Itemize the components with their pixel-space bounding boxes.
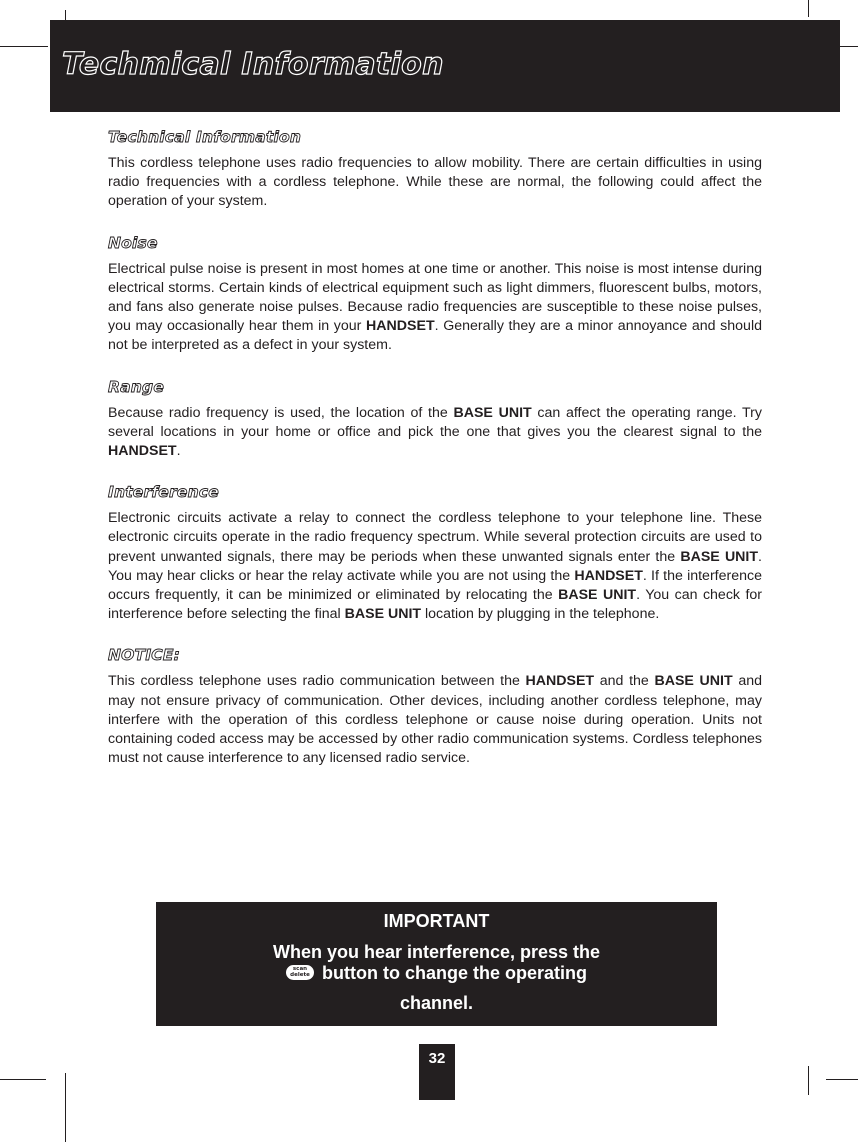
important-text-line: scan delete button to change the operating bbox=[156, 963, 717, 984]
section-text: Electronic circuits activate a relay to connect the cordless telephone to your telephone line. These electronic circuits operate in the radio frequency spectrum. While several protection circuits are used to prevent unwanted signals, there may be periods when these unwanted signals enter the BASE UNIT. You may hear clicks or hear the relay activate while you are not using the HANDSET. If the interference occurs frequently, it can be minimized or eliminated by relocating the BASE UNIT. You can check for interference before selecting the final BASE UNIT location by plugging in the telephone. bbox=[108, 510, 763, 623]
crop-mark bbox=[826, 1079, 858, 1080]
page-title: Techmical Information bbox=[62, 47, 444, 82]
section-text: This cordless telephone uses radio frequencies to allow mobility. There are certain difficulties in using radio frequencies with a cordless telephone. While these are normal, the following could affect the operation of your system. bbox=[108, 155, 762, 210]
section-heading: Technical Information bbox=[108, 128, 302, 146]
crop-mark bbox=[808, 0, 809, 17]
section-heading: Range bbox=[108, 377, 165, 396]
crop-mark bbox=[65, 1073, 66, 1142]
section-heading: Interference bbox=[108, 483, 219, 502]
important-text-line: channel. bbox=[399, 993, 474, 1013]
section-heading: Noise bbox=[108, 233, 158, 252]
section-technical-information bbox=[108, 128, 762, 212]
section-notice bbox=[108, 646, 762, 768]
crop-mark bbox=[0, 1079, 46, 1080]
crop-mark bbox=[0, 46, 48, 47]
section-text: Electrical pulse noise is present in most homes at one time or another. This noise is most intense during electrical storms. Certain kinds of electrical equipment such as light dimmers, fluorescent bulbs, motors, and fans also generate noise pulses. Because radio frequencies are susceptible to these noise pulses, you may occasionally hear them in your HANDSET. Generally they are a minor annoyance and should not be interpreted as a defect in your system. bbox=[108, 260, 762, 354]
crop-mark bbox=[808, 1066, 809, 1095]
section-text: Because radio frequency is used, the location of the BASE UNIT can affect the operating range. Try several locations in your home or office and pick the one that gives you the clearest signal to the HANDSET. bbox=[108, 404, 762, 460]
section-heading: NOTICE: bbox=[108, 646, 181, 665]
content bbox=[108, 128, 762, 790]
important-box bbox=[156, 902, 717, 1026]
important-title: IMPORTANT bbox=[383, 911, 490, 931]
important-text-line: When you hear interference, press the bbox=[272, 942, 601, 962]
section-interference bbox=[108, 483, 762, 624]
page-number: 32 bbox=[419, 1044, 455, 1100]
section-text: This cordless telephone uses radio communication between the HANDSET and the BASE UNIT and may not ensure privacy of communication. Other devices, including another cordless telephone, may interfere with the operation of this cordless telephone or cause noise during operation. Units not containing coded access may be accessed by other radio communication systems. Cordless telephones must not cause interference to any licensed radio service. bbox=[108, 673, 762, 767]
scan-delete-key-icon: scan delete bbox=[286, 965, 314, 980]
section-noise bbox=[108, 234, 762, 356]
section-range bbox=[108, 378, 762, 462]
